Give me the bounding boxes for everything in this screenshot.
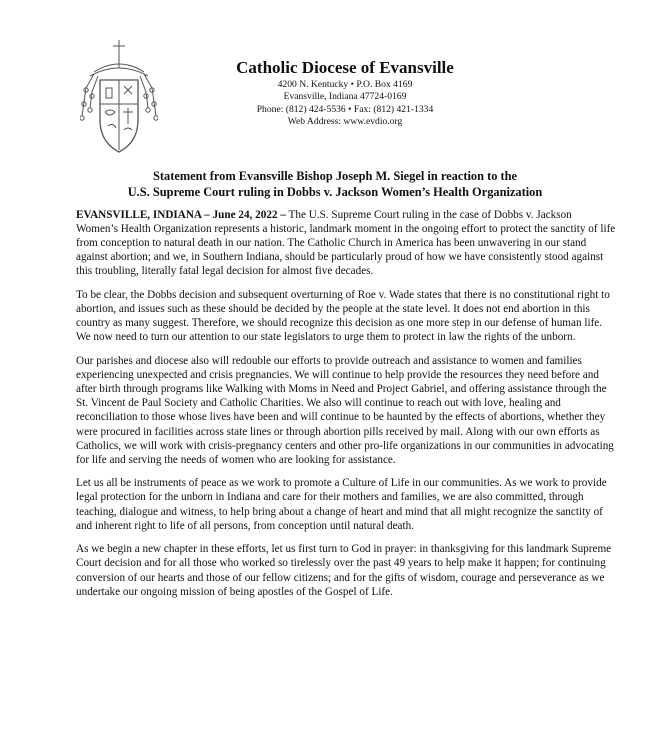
city-state-zip: Evansville, Indiana 47724-0169	[283, 91, 407, 103]
dateline: EVANSVILLE, INDIANA – June 24, 2022 –	[76, 209, 286, 221]
paragraph-5: As we begin a new chapter in these efforts, let us first turn to God in prayer: in thanksgiving for this landmark Supreme Court decision and for all those who worked so tirelessly over the past 49 years to help make it happen; for continuing conversion of our hearts and those of our fellow citizens; and for the gifts of wisdom, courage and perseverance as we undertake our ongoing mission of being apostles of the Gospel of Life.	[76, 543, 612, 598]
statement-body	[76, 208, 616, 608]
organization-name: Catholic Diocese of Evansville	[236, 58, 454, 77]
letterhead	[200, 58, 490, 129]
paragraph-1-text: The U.S. Supreme Court ruling in the case of Dobbs v. Jackson Women’s Health Organization represents a historic, landmark moment in the ongoing effort to protect the sanctity of life from conception to natural death in our nation. The Catholic Church in America has been unwavering in our stand against abortion; and we, in Southern Indiana, should be particularly proud of how we have consistently stood against this troubling, literally fatal legal decision for almost five decades.	[76, 209, 616, 278]
paragraph-3: Our parishes and diocese also will redouble our efforts to provide outreach and assistance to women and families experiencing unexpected and crisis pregnancies. We will continue to help provide the resources they need before and after birth through programs like Walking with Moms in Need and Project Gabriel, and offering assistance through the St. Vincent de Paul Society and Catholic Charities. We also will continue to reach out with love, healing and reconciliation to those whose lives have been and will continue to be haunted by the effects of abortions, whether they were procured in facilities across state lines or through abortion pills received by mail. Along with our own efforts as Catholics, we will work with crisis-pregnancy centers and other pro-life organizations in our communities in advocating for life and serving the needs of women who are looking for assistance.	[76, 355, 614, 466]
web-address: Web Address: www.evdio.org	[287, 116, 403, 128]
paragraph-4: Let us all be instruments of peace as we work to promote a Culture of Life in our communities. As we work to provide legal protection for the unborn in Indiana and care for their mothers and families, we are also committed, through teaching, dialogue and witness, to help bring about a change of heart and mind that all might recognize the sanctity of and inherent right to life of all persons, from conception until natural death.	[76, 477, 607, 532]
paragraph-2: To be clear, the Dobbs decision and subsequent overturning of Roe v. Wade states that there is no constitutional right to abortion, and issues such as these should be decided by the people at the state level. It does not end abortion in this country as many suggest. Therefore, we should recognize this decision as one more step in our defense of human life. We now need to turn our attention to our state legislators to urge them to protect in law the rights of the unborn.	[76, 289, 610, 344]
phone-fax: Phone: (812) 424-5536 • Fax: (812) 421-1334	[256, 103, 434, 115]
street-address: 4200 N. Kentucky • P.O. Box 4169	[277, 79, 413, 90]
title-line-2: U.S. Supreme Court ruling in Dobbs v. Jackson Women’s Health Organization	[127, 185, 543, 199]
statement-title	[40, 168, 630, 200]
diocese-coat-of-arms-icon	[80, 38, 158, 156]
title-line-1: Statement from Evansville Bishop Joseph M. Siegel in reaction to the	[152, 169, 518, 183]
paragraph-1	[76, 208, 616, 278]
